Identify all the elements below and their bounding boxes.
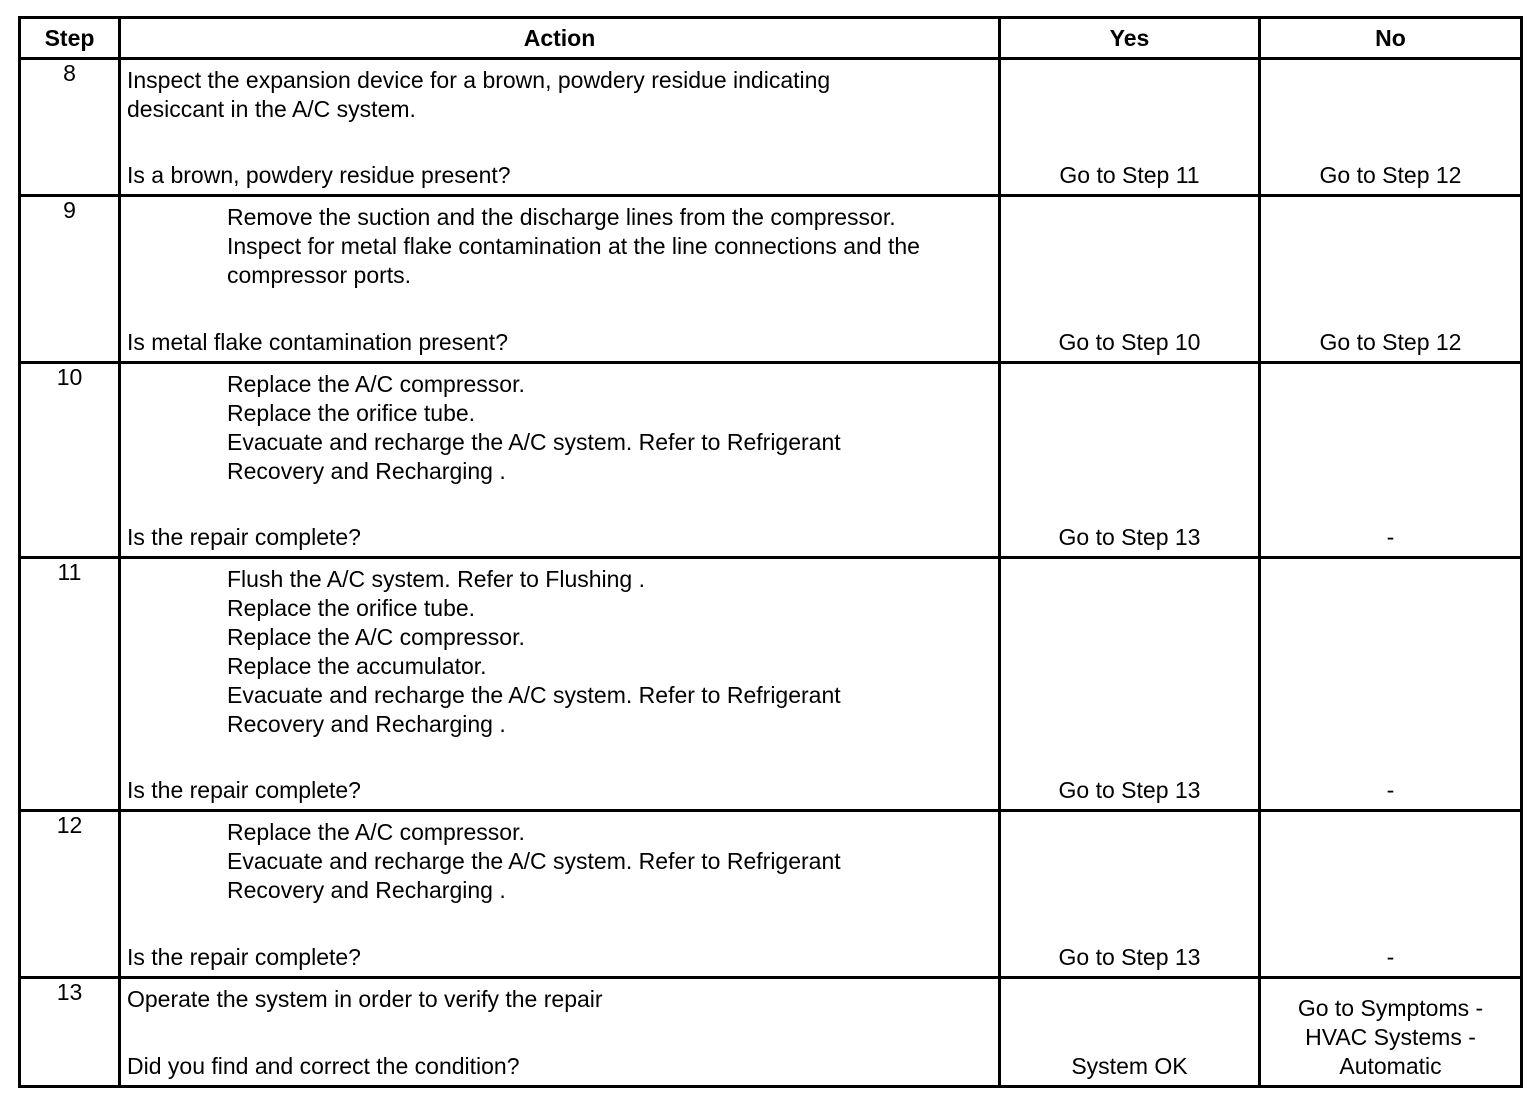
no-result: Go to Step 12 (1319, 329, 1462, 355)
action-line: Recovery and Recharging . (227, 711, 506, 737)
action-line: Evacuate and recharge the A/C system. Refer to Refrigerant (227, 848, 841, 874)
no-result-line: HVAC Systems - (1305, 1024, 1476, 1050)
action-question: Is a brown, powdery residue present? (127, 162, 511, 188)
header-action: Action (120, 18, 1000, 59)
action-line: Replace the orifice tube. (227, 595, 476, 621)
no-cell (1260, 363, 1522, 558)
action-question: Is the repair complete? (127, 777, 361, 803)
yes-result: System OK (1071, 1053, 1188, 1079)
action-content (121, 197, 998, 361)
action-cell (120, 811, 1000, 978)
action-line: Replace the orifice tube. (227, 400, 476, 426)
action-line: Evacuate and recharge the A/C system. Refer to Refrigerant (227, 682, 841, 708)
action-content (121, 812, 998, 976)
action-line: Inspect for metal flake contamination at the line connections and the (227, 233, 920, 259)
header-yes: Yes (1000, 18, 1260, 59)
action-cell (120, 558, 1000, 811)
action-cell (120, 196, 1000, 363)
header-no: No (1260, 18, 1522, 59)
table-row (20, 363, 1522, 558)
action-content (121, 979, 998, 1085)
step-number: 8 (20, 59, 120, 196)
no-result: - (1386, 777, 1395, 803)
step-number: 13 (20, 978, 120, 1087)
no-result: Go to Step 12 (1319, 162, 1462, 188)
yes-result: Go to Step 10 (1058, 329, 1201, 355)
step-number: 9 (20, 196, 120, 363)
header-row (20, 18, 1522, 59)
yes-cell (1000, 363, 1260, 558)
action-line: Inspect the expansion device for a brown, powdery residue indicating (127, 67, 831, 93)
diagnostic-table (18, 16, 1523, 1088)
action-line: Operate the system in order to verify the repair (127, 986, 603, 1012)
action-line: Flush the A/C system. Refer to Flushing . (227, 566, 645, 592)
action-line: Replace the accumulator. (227, 653, 487, 679)
no-result-line: Automatic (1339, 1053, 1442, 1079)
action-question: Is the repair complete? (127, 524, 361, 550)
yes-result: Go to Step 13 (1058, 944, 1201, 970)
action-line: Recovery and Recharging . (227, 458, 506, 484)
yes-result: Go to Step 11 (1059, 162, 1200, 188)
action-content (121, 559, 998, 809)
action-line: Remove the suction and the discharge lines from the compressor. (227, 204, 896, 230)
no-result-line: Go to Symptoms - (1297, 995, 1484, 1021)
action-content (121, 60, 998, 194)
no-cell (1260, 978, 1522, 1087)
yes-cell (1000, 196, 1260, 363)
yes-cell (1000, 558, 1260, 811)
step-number: 11 (20, 558, 120, 811)
action-line: Replace the A/C compressor. (227, 624, 525, 650)
yes-cell (1000, 59, 1260, 196)
table-row (20, 59, 1522, 196)
no-cell (1260, 811, 1522, 978)
table-row (20, 558, 1522, 811)
table-row (20, 978, 1522, 1087)
step-number: 10 (20, 363, 120, 558)
step-number: 12 (20, 811, 120, 978)
yes-cell (1000, 811, 1260, 978)
no-cell (1260, 59, 1522, 196)
action-line: Replace the A/C compressor. (227, 819, 525, 845)
action-line: desiccant in the A/C system. (127, 96, 416, 122)
no-result: - (1386, 524, 1395, 550)
action-cell (120, 363, 1000, 558)
yes-cell (1000, 978, 1260, 1087)
action-question: Is the repair complete? (127, 944, 361, 970)
action-line: compressor ports. (227, 262, 412, 288)
action-cell (120, 978, 1000, 1087)
yes-result: Go to Step 13 (1058, 524, 1201, 550)
table-row (20, 811, 1522, 978)
no-result (1261, 994, 1520, 1081)
table-row (20, 196, 1522, 363)
action-line: Recovery and Recharging . (227, 877, 506, 903)
no-result: - (1386, 944, 1395, 970)
yes-result: Go to Step 13 (1058, 777, 1201, 803)
header-step: Step (20, 18, 120, 59)
no-cell (1260, 196, 1522, 363)
no-cell (1260, 558, 1522, 811)
action-question: Did you find and correct the condition? (127, 1053, 520, 1079)
action-content (121, 364, 998, 556)
action-line: Replace the A/C compressor. (227, 371, 525, 397)
action-cell (120, 59, 1000, 196)
action-question: Is metal flake contamination present? (127, 329, 508, 355)
action-line: Evacuate and recharge the A/C system. Refer to Refrigerant (227, 429, 841, 455)
